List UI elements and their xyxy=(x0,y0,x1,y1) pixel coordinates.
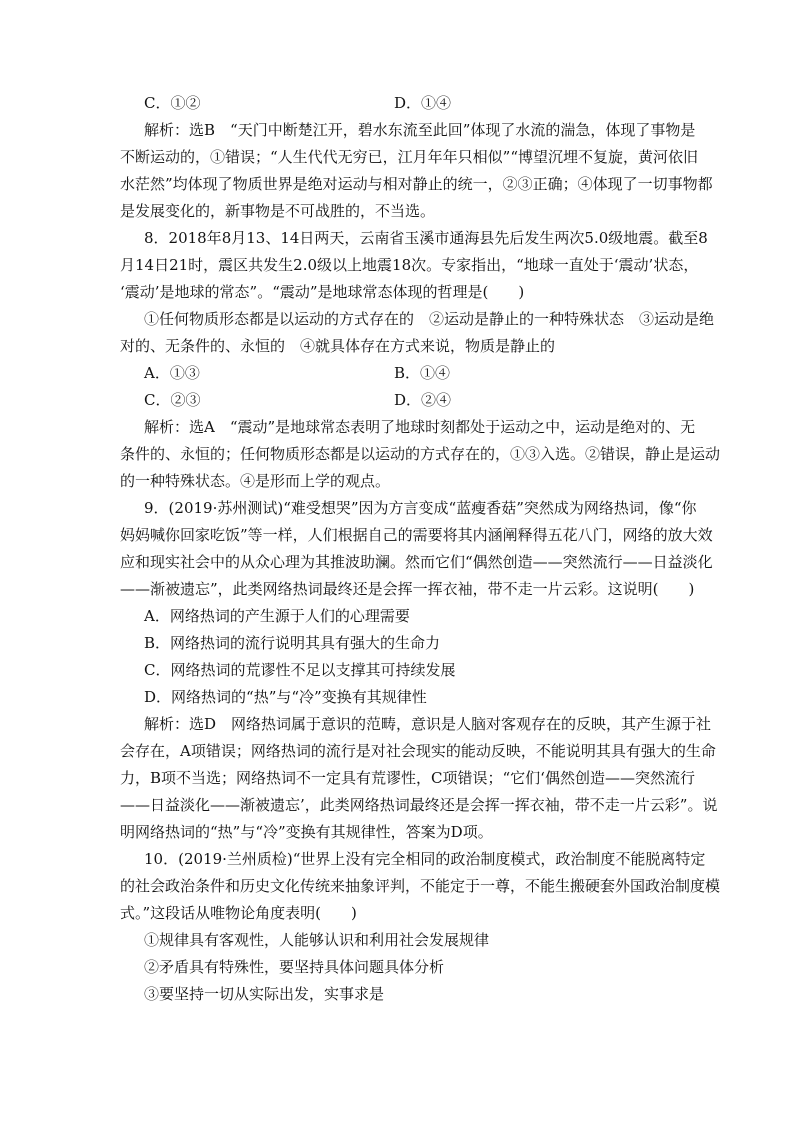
statement-line: ③要坚持一切从实际出发，实事求是 xyxy=(144,985,385,1003)
q7-analysis xyxy=(120,117,713,225)
analysis-line: ——日益淡化——渐被遗忘’，此类网络热词最终还是会挥一挥衣袖，带不走一片云彩”。说 xyxy=(120,796,718,814)
q9-option-c: C．网络热词的荒谬性不足以支撑其可持续发展 xyxy=(144,661,456,679)
analysis-line: 不断运动的，①错误；“人生代代无穷已，江月年年只相似”“博望沉埋不复旋，黄河依旧 xyxy=(120,148,699,166)
question-line: 10．(2019·兰州质检)“世界上没有完全相同的政治制度模式，政治制度不能脱离特定 xyxy=(144,850,706,868)
analysis-line: 解析：选A “震动”是地球常态表明了地球时刻都处于运动之中，运动是绝对的、无 xyxy=(144,418,696,436)
question-line: 应和现实社会中的从众心理为其推波助澜。然而它们“偶然创造——突然流行——日益淡化 xyxy=(120,553,713,571)
analysis-line: 明网络热词的“热”与“冷”变换有其规律性，答案为D项。 xyxy=(120,823,493,841)
analysis-line: 解析：选D 网络热词属于意识的范畴，意识是人脑对客观存在的反映，其产生源于社 xyxy=(144,715,712,733)
question-line: 8．2018年8月13、14日两天，云南省玉溪市通海县先后发生两次5.0级地震。截至8 xyxy=(144,229,708,247)
q9-option-b: B．网络热词的流行说明其具有强大的生命力 xyxy=(144,634,441,652)
q8-stem xyxy=(120,225,708,306)
analysis-line: 会存在，A项错误；网络热词的流行是对社会现实的能动反映，不能说明其具有强大的生命 xyxy=(120,742,716,760)
q9-analysis xyxy=(120,711,718,846)
question-line: 妈妈喊你回家吃饭”等一样，人们根据自己的需要将其内涵阐释得五花八门，网络的放大效 xyxy=(120,526,713,544)
q9-option-d: D．网络热词的“热”与“冷”变换有其规律性 xyxy=(144,688,427,706)
q9-options xyxy=(120,603,680,711)
q8-option-b: B．①④ xyxy=(394,364,451,382)
analysis-line: 的一种特殊状态。④是形而上学的观点。 xyxy=(120,472,391,490)
question-line: 的社会政治条件和历史文化传统来抽象评判，不能定于一尊，不能生搬硬套外国政治制度模 xyxy=(120,877,721,895)
q8-option-d: D．②④ xyxy=(394,391,452,409)
question-line: 9．(2019·苏州测试)“难受想哭”因为方言变成“蓝瘦香菇”突然成为网络热词，像“你 xyxy=(144,499,697,517)
q8-analysis xyxy=(120,414,721,495)
q10-statements xyxy=(120,927,680,1008)
q9-stem xyxy=(120,495,713,603)
question-line: ——渐被遗忘”，此类网络热词最终还是会挥一挥衣袖，带不走一片云彩。这说明( ) xyxy=(120,580,695,598)
q8-statements xyxy=(120,306,715,360)
analysis-line: 条件的、永恒的；任何物质形态都是以运动的方式存在的，①③入选。②错误，静止是运动 xyxy=(120,445,721,463)
analysis-line: 力，B项不当选；网络热词不一定具有荒谬性，C项错误；“它们‘偶然创造——突然流行 xyxy=(120,769,695,787)
question-line: 月14日21时，震区共发生2.0级以上地震18次。专家指出，“地球一直处于‘震动’状态， xyxy=(120,256,699,274)
q7-option-c: C．①② xyxy=(144,94,201,112)
statement-line: 对的、无条件的、永恒的 ④就具体存在方式来说，物质是静止的 xyxy=(120,337,556,355)
analysis-line: 是发展变化的，新事物是不可战胜的，不当选。 xyxy=(120,202,436,220)
q7-option-d: D．①④ xyxy=(394,94,452,112)
statement-line: ②矛盾具有特殊性，要坚持具体问题具体分析 xyxy=(144,958,445,976)
question-line: ‘震动’是地球的常态”。“震动”是地球常态体现的哲理是( ) xyxy=(120,283,525,301)
analysis-line: 水茫然”均体现了物质世界是绝对运动与相对静止的统一，②③正确；④体现了一切事物都 xyxy=(120,175,713,193)
q8-option-c: C．②③ xyxy=(144,391,201,409)
question-line: 式。”这段话从唯物论角度表明( ) xyxy=(120,904,357,922)
q8-option-a: A．①③ xyxy=(144,364,200,382)
q10-stem xyxy=(120,846,721,927)
analysis-line: 解析：选B “天门中断楚江开，碧水东流至此回”体现了水流的湍急，体现了事物是 xyxy=(144,121,696,139)
q9-option-a: A．网络热词的产生源于人们的心理需要 xyxy=(144,607,410,625)
statement-line: ①规律具有客观性，人能够认识和利用社会发展规律 xyxy=(144,931,490,949)
statement-line: ①任何物质形态都是以运动的方式存在的 ②运动是静止的一种特殊状态 ③运动是绝 xyxy=(144,310,715,328)
